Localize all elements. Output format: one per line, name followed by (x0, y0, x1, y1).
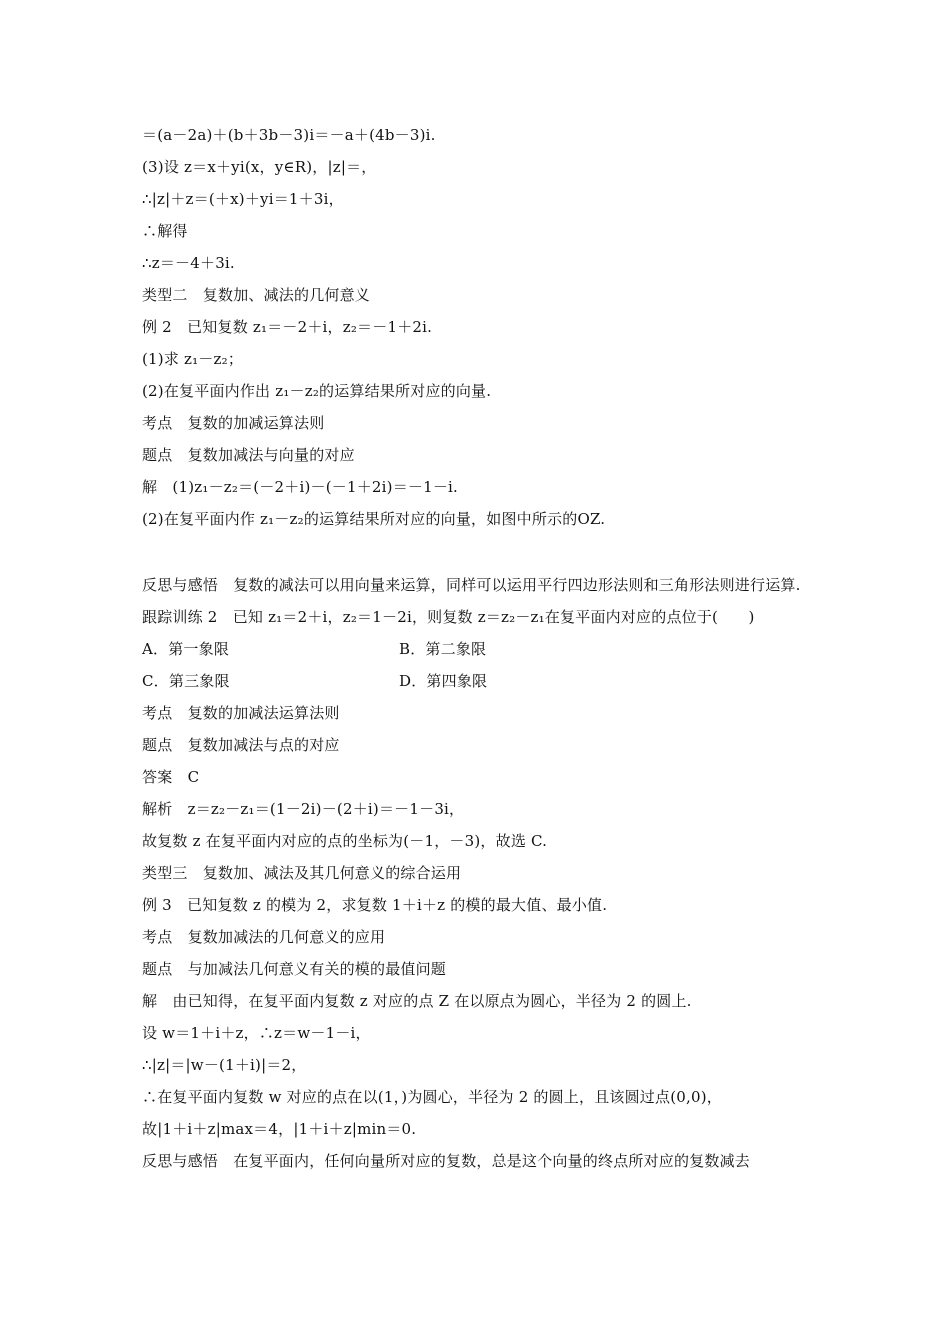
document-body (142, 119, 814, 1177)
text-line: 故复数 z 在复平面内对应的点的坐标为(－1，－3)，故选 C. (142, 832, 548, 850)
text-line: ＝(a－2a)＋(b＋3b－3)i＝－a＋(4b－3)i. (142, 126, 436, 144)
solution-line: 解 (1)z₁－z₂＝(－2＋i)－(－1＋2i)＝－1－i. (142, 478, 459, 496)
solution-line: ∴|z|＝|w－(1＋i)|＝2， (142, 1056, 307, 1074)
text-line: ∴解得 (142, 222, 188, 240)
solution-line: 故|1＋i＋z|max＝4，|1＋i＋z|min＝0. (142, 1120, 417, 1138)
text-line: (1)求 z₁－z₂； (142, 350, 244, 368)
option-c: C．第三象限 (142, 672, 230, 690)
option-b: B．第二象限 (399, 640, 487, 658)
text-line: ∴z＝－4＋3i. (142, 254, 235, 272)
option-a: A．第一象限 (142, 640, 230, 658)
section-heading: 类型二 复数加、减法的几何意义 (142, 286, 371, 304)
topic-line: 考点 复数加减法的几何意义的应用 (142, 928, 386, 946)
subtopic-line: 题点 复数加减法与向量的对应 (142, 446, 355, 464)
section-heading: 类型三 复数加、减法及其几何意义的综合运用 (142, 864, 462, 882)
option-row (142, 633, 814, 665)
answer-line: 答案 C (142, 768, 200, 786)
solution-line: ∴在复平面内复数 w 对应的点在以(1，)为圆心，半径为 2 的圆上，且该圆过点(0,0)， (142, 1088, 722, 1106)
topic-line: 考点 复数的加减运算法则 (142, 414, 325, 432)
example-question: 例 3 已知复数 z 的模为 2，求复数 1＋i＋z 的模的最大值、最小值. (142, 896, 608, 914)
subtopic-line: 题点 与加减法几何意义有关的模的最值问题 (142, 960, 447, 978)
text-line: ∴|z|＋z＝(＋x)＋yi＝1＋3i， (142, 190, 344, 208)
figure-gap (142, 535, 814, 569)
analysis-line: 解析 z＝z₂－z₁＝(1－2i)－(2＋i)＝－1－3i， (142, 800, 465, 818)
option-row (142, 665, 814, 697)
text-line: (2)在复平面内作出 z₁－z₂的运算结果所对应的向量. (142, 382, 492, 400)
reflection-line: 反思与感悟 在复平面内，任何向量所对应的复数，总是这个向量的终点所对应的复数减去 (142, 1152, 751, 1170)
practice-question: 跟踪训练 2 已知 z₁＝2＋i，z₂＝1－2i，则复数 z＝z₂－z₁在复平面内对应的点位于( ) (142, 608, 755, 626)
solution-line: (2)在复平面内作 z₁－z₂的运算结果所对应的向量，如图中所示的OZ. (142, 510, 606, 528)
subtopic-line: 题点 复数加减法与点的对应 (142, 736, 340, 754)
reflection-paragraph: 反思与感悟 复数的减法可以用向量来运算，同样可以运用平行四边形法则和三角形法则进行运算. (142, 576, 801, 594)
example-question: 例 2 已知复数 z₁＝－2＋i，z₂＝－1＋2i. (142, 318, 433, 336)
option-d: D．第四象限 (399, 672, 488, 690)
topic-line: 考点 复数的加减法运算法则 (142, 704, 340, 722)
solution-line: 设 w＝1＋i＋z，∴z＝w－1－i， (142, 1024, 371, 1042)
solution-line: 解 由已知得，在复平面内复数 z 对应的点 Z 在以原点为圆心，半径为 2 的圆上. (142, 992, 692, 1010)
text-line: (3)设 z＝x＋yi(x，y∈R)，|z|＝， (142, 158, 377, 176)
